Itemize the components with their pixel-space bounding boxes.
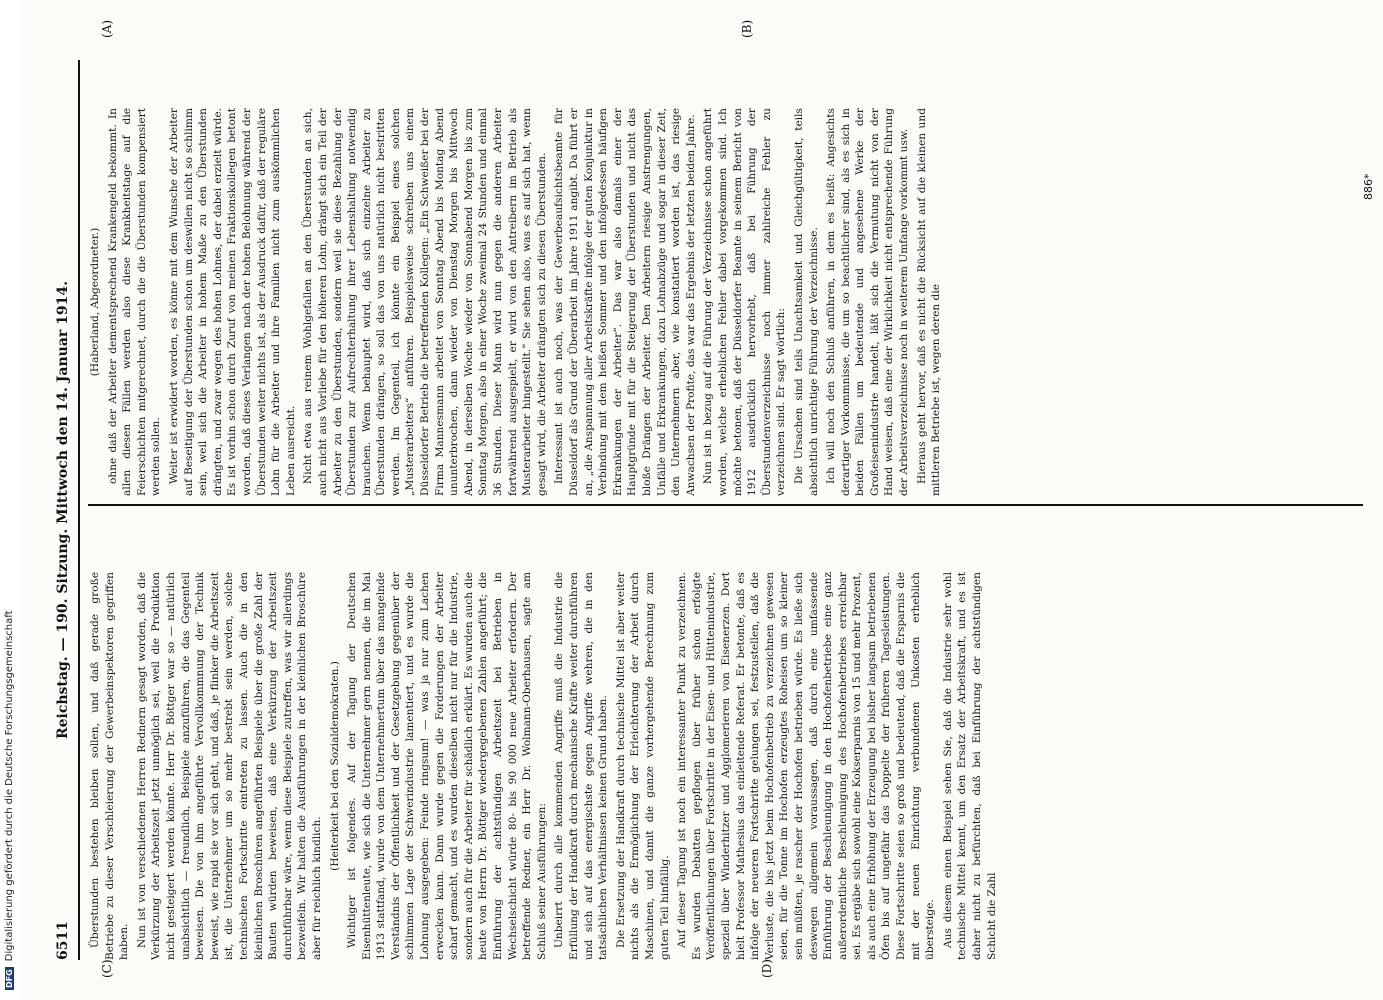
paragraph: Die Ersetzung der Handkraft durch technische Mittel ist aber weiter nichts als die Ermöglichung der Erleichterung der Arbeit durch Maschinen, und damit die ganze vorhergehende Berechnung zum guten Teil hinfällig.: [614, 572, 671, 960]
margin-letter-c: (C): [100, 959, 114, 978]
running-title: Reichstag. — 190. Sitzung. Mittwoch den 14. Januar 1914.: [55, 281, 71, 740]
margin-letter-b: (B): [740, 19, 754, 38]
paragraph: Ich will noch den Schluß anführen, in dem es heißt: Angesichts derartiger Vorkommnisse, die um so beachtlicher sind, als es sich in beiden Fällen um bedeutende und angesehene Werke der Großeisenindustrie handelt, läßt sich die Vermutung nicht von der Hand weisen, daß eine der Wirklichkeit nicht entsprechende Führung der Arbeitsverzeichnisse noch in weiterem Umfange vorkommt usw.: [825, 108, 911, 496]
paragraph: (Haberland, Abgeordneter.): [89, 227, 101, 377]
paragraph: Weiter ist erwidert worden, es könne mit dem Wunsche der Arbeiter auf Beseitigung der Überstunden schon um deswillen nicht so schlimm sein, weil sich die Arbeiter in hohem Maße zu den Überstunden drängten, und zwar wegen des hohen Lohnes, der dabei erzielt würde. Es ist vorhin schon durch Zuruf von meinen Fraktionskollegen betont worden, daß dieses Verlangen nach der hohen Belohnung während der Überstunden weiter nichts ist, als der Ausdruck dafür, daß der reguläre Lohn für die Arbeiter und ihre Familien nicht zum auskömmlichen Leben ausreicht.: [167, 108, 297, 496]
paragraph: Interessant ist auch noch, was der Gewerbeaufsichtsbeamte für Düsseldorf als Grund der Überarbeit im Jahre 1911 angibt. Da führt er an, „die Anspannung aller Arbeitskräfte infolge der guten Konjunktur in Verbindung mit dem heißen Sommer und den infolgedessen häufigen Erkrankungen der Arbeiter“. Das war also damals einer der Hauptgründe mit für die Steigerung der Überstunden und nicht das bloße Drängen der Arbeiter. Den Arbeitern riesige Anstrengungen, Unfälle und Erkrankungen, dazu Lohnabzüge und sogar in dieser Zeit, den Unternehmern aber, wie konstatiert worden ist, das riesige Anwachsen der Profite, das war das Ergebnis der letzten beiden Jahre.: [553, 108, 697, 496]
paragraph: Überstunden bestehen bleiben sollen, und daß gerade große Betriebe zu dieser Verschleierung der Gewerbeinspektoren gegriffen haben.: [89, 572, 131, 960]
paragraph: Die Ursachen sind teils Unachtsamkeit und Gleichgültigkeit, teils absichtlich unrichtige Führung der Verzeichnisse.: [792, 108, 820, 496]
text-column-right-page: [88, 572, 1358, 960]
paragraph: Nun ist von verschiedenen Herren Rednern gesagt worden, daß die Verkürzung der Arbeitszeit jetzt unmöglich sei, weil die Produktion nicht gesteigert werden könnte. Herr Dr. Böttger war so — natürlich unabsichtlich — freundlich, Beispiele anzuführen, die das Gegenteil beweisen. Die von ihm angeführte Vervollkommnung der Technik beweist, wie rapid sie vor sich geht, und daß, je flinker die Arbeitszeit ist, die Unternehmer um so mehr bestrebt sein werden, solche technischen Fortschritte eintreten zu lassen. Auch die in den kleinlichen Broschüren angeführten Beispiele über die große Zahl der Bauten würden beweisen, daß eine Verkürzung der Arbeitszeit durchführbar wäre, wenn diese Beispiele zutreffen, was wir allerdings bezweifeln. Wir halten die Ausführungen in der kleinlichen Broschüre aber für reichlich kindlich.: [135, 572, 323, 960]
paragraph: Aus diesem einen Beispiel sehen Sie, daß die Industrie sehr wohl technische Mittel kennt, um den Ersatz der Arbeitskraft, und es ist daher nicht zu befürchten, daß bei Einführung der achtstündigen Schicht die Zahl: [941, 572, 998, 960]
credit-line: [4, 610, 15, 990]
paragraph: Wichtiger ist folgendes. Auf der Tagung der Deutschen Eisenhüttenleute, wie sich die Unternehmer gern nennen, die im Mai 1913 stattfand, wurde von dem Unternehmertum über das mangelnde Verständnis der Öffentlichkeit und der Gesetzgebung gegenüber der schlimmen Lage der Schwerindustrie lamentiert, und es wurde die Lohnung ausgegeben: Feinde ringsum! — was ja nur zum Lachen erwecken kann. Dann wurde gegen die Forderungen der Arbeiter scharf gemacht, und es wurden dieselben nicht nur für die Industrie, sondern auch für die Arbeiter für schädlich erklärt. Es wurden auch die heute von Herrn Dr. Böttger wiedergegebenen Zahlen angeführt; die Einführung der achtstündigen Arbeitszeit bei Betrieben in Wechselschicht würde 80- bis 90 000 neue Arbeiter erfordern. Der betreffende Redner, ein Herr Dr. Wolmann-Oberhausen, sagte am Schluß seiner Ausführungen:: [346, 572, 548, 960]
margin-letter-a: (A): [100, 19, 114, 38]
credit-text: Digitalisierung gefördert durch die Deutsche Forschungsgemeinschaft: [4, 610, 15, 962]
paragraph: (Heiterkeit bei den Sozialdemokraten.): [328, 661, 341, 871]
credit-strip: [0, 0, 20, 1000]
column-divider: [88, 504, 1363, 506]
paragraph: Nicht etwa aus reinem Wohlgefallen an den Überstunden an sich, auch nicht aus Vorliebe für den höheren Lohn, drängt sich ein Teil der Arbeiter zu den Überstunden, sondern weil sie diese Bezahlung der Überstunden zur Aufrechterhaltung ihrer Lebenshaltung notwendig brauchen. Wenn behauptet wird, daß sich einzelne Arbeiter zu Überstunden drängen, so soll das von uns natürlich nicht bestritten werden. Im Gegenteil, ich könnte ein Beispiel eines solchen „Musterarbeiters“ anführen. Beispielsweise schreiben uns einem Düsseldorfer Betrieb die betreffenden Kollegen: „Ein Schweißer bei der Firma Mannesmann arbeitet von Sonntag Abend bis Montag Abend ununterbrochen, dann wieder von Dienstag Morgen bis Mittwoch Abend, in derselben Woche wieder von Sonnabend Morgen bis zum Sonntag Morgen, also in einer Woche zweimal 24 Stunden und einmal 36 Stunden. Dieser Mann wird nun gegen die anderen Arbeiter fortwährend ausgespielt, er wird von den Antreibern im Betrieb als Musterarbeiter hingestellt.“ Sie sehen also, was es auf sich hat, wenn gesagt wird, die Arbeiter drängten sich zu diesen Überstunden.: [302, 108, 548, 496]
paragraph: Hieraus geht hervor, daß es nicht die Rücksicht auf die kleinen und mittleren Betriebe ist, wegen deren die: [915, 108, 943, 496]
page-header: [55, 60, 77, 960]
paragraph: ohne daß der Arbeiter dementsprechend Krankengeld bekommt. In allen diesen Fällen werden also diese Krankheitstage auf die Feierschichten mitgerechnet, durch die die Überstunden kompensiert werden sollen.: [106, 108, 163, 496]
margin-letter-d: (D): [760, 959, 774, 978]
dfg-logo: DFG: [5, 969, 14, 988]
text-column-left-page: [88, 108, 1358, 496]
page-number: 6511: [55, 921, 71, 960]
paragraph: Nun ist in bezug auf die Führung der Verzeichnisse schon angeführt worden, welche erheblichen Fehler dabei vorgekommen sind. Ich möchte betonen, daß der Düsseldorfer Beamte in seinem Bericht von 1912 ausdrücklich hervorhebt, daß bei Führung der Überstundenverzeichnisse noch immer zahlreiche Fehler zu verzeichnen sind. Er sagt wörtlich:: [702, 108, 788, 496]
signature-mark: 886*: [1362, 173, 1375, 200]
paragraph: Unbeirrt durch alle kommenden Angriffe muß die Industrie die Erfüllung der Handkraft durch mechanische Kräfte weiter durchführen und sich auf das energischste gegen Angriffe wehren, die in den tatsächlichen Verhältnissen keinen Grund haben.: [553, 572, 610, 960]
header-rule: [78, 60, 80, 960]
paragraph: Auf dieser Tagung ist noch ein interessanter Punkt zu verzeichnen. Es wurden Debatten gepflogen über früher schon erfolgte Veröffentlichungen über Fortschritte in der Eisen- und Hüttenindustrie, speziell über Winderhitzer und Agglomerieren von Eisenerzen. Dort hielt Professor Mathesius das einleitende Referat. Er betonte, daß es infolge der neueren Fortschritte gelungen sei, festzustellen, daß die Verluste, die bis jetzt beim Hochofenbetrieb zu verzeichnen gewesen seien, für die Tonne im Hochofen erzeugtes Roheisen um so kleiner sein müßten, je rascher der Hochofen betrieben würde. Es ließe sich deswegen allgemein voraussagen, daß durch eine umfassende Einführung der Beschleunigung in den Hochofenbetriebe eine ganz außerordentliche Beschleunigung des Hochofenbetriebes erreichbar sei. Es ergäbe sich sowohl eine Kokserparnis von 15 und mehr Prozent, als auch eine Erhöhung der Erzeugung bei bisher langsam betriebenen Öfen bis auf ungefähr das Doppelte der früheren Tagesleistungen. Diese Fortschritte seien so groß und bedeutend, daß die Ersparnis die mit der neuen Einrichtung verbundenen Unkosten erheblich übersteige.: [676, 572, 937, 960]
